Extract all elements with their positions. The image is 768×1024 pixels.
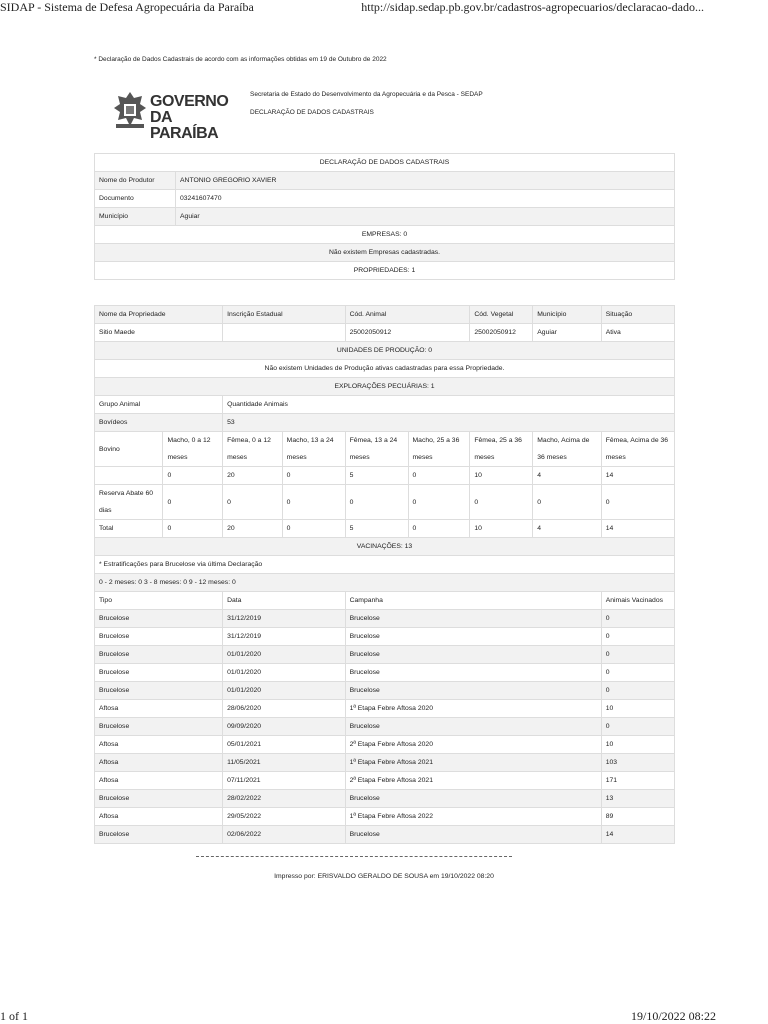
unidades-title: UNIDADES DE PRODUÇÃO: 0: [95, 342, 675, 360]
vacc-tipo: Brucelose: [95, 790, 223, 808]
vaccination-list: [95, 592, 675, 844]
producer-mun-label: Município: [95, 208, 176, 226]
vacc-data: 28/06/2020: [223, 700, 346, 718]
strat-row: [95, 520, 675, 538]
strat-cell: 10: [470, 520, 533, 538]
page-number: 1 of 1: [0, 1009, 28, 1023]
strat-cell: 14: [601, 520, 674, 538]
vacc-data: 07/11/2021: [223, 772, 346, 790]
vaccination-row: [95, 664, 675, 682]
strat-cell: 0: [533, 485, 601, 520]
vacc-tipo: Brucelose: [95, 664, 223, 682]
vacc-data: 02/06/2022: [223, 826, 346, 844]
vacc-campanha: 2ª Etapa Febre Aftosa 2020: [345, 736, 601, 754]
vacc-animais: 13: [601, 790, 674, 808]
vacc-tipo: Aftosa: [95, 772, 223, 790]
vacc-tipo: Brucelose: [95, 826, 223, 844]
prop-municipio: Aguiar: [533, 324, 601, 342]
vaccination-row: [95, 718, 675, 736]
vacc-tipo: Aftosa: [95, 754, 223, 772]
strat-row-label: Reserva Abate 60 dias: [95, 485, 163, 520]
exploracoes-title: EXPLORAÇÕES PECUÁRIAS: 1: [95, 378, 675, 396]
prop-header-2: Cód. Animal: [345, 306, 470, 324]
strat-cell: 0: [601, 485, 674, 520]
vacc-campanha: Brucelose: [345, 790, 601, 808]
strat-cell: 0: [163, 520, 223, 538]
vacinacoes-title: VACINAÇÕES: 13: [95, 538, 675, 556]
vacc-animais: 89: [601, 808, 674, 826]
vacc-animais: 0: [601, 718, 674, 736]
strat-header-6: Macho, Acima de 36 meses: [533, 432, 601, 467]
grupo-animal: Bovídeos: [95, 414, 223, 432]
vacc-data: 31/12/2019: [223, 628, 346, 646]
strat-header-3: Fêmea, 13 a 24 meses: [345, 432, 408, 467]
vaccination-row: [95, 628, 675, 646]
vacc-tipo: Brucelose: [95, 646, 223, 664]
strat-cell: 14: [601, 467, 674, 485]
producer-doc: 03241607470: [176, 190, 675, 208]
coat-of-arms-icon: [112, 90, 148, 130]
vacc-tipo: Brucelose: [95, 610, 223, 628]
vacc-animais: 14: [601, 826, 674, 844]
vacc-animais: 0: [601, 682, 674, 700]
strat-cell: 0: [408, 485, 470, 520]
vacc-campanha: Brucelose: [345, 682, 601, 700]
vacc-data: 31/12/2019: [223, 610, 346, 628]
prop-name: Sitio Maede: [95, 324, 223, 342]
doc-title: DECLARAÇÃO DE DADOS CADASTRAIS: [250, 109, 374, 116]
vacc-tipo: Aftosa: [95, 736, 223, 754]
strat-row-label: Total: [95, 520, 163, 538]
vaccination-row: [95, 610, 675, 628]
strat-header-1: Fêmea, 0 a 12 meses: [223, 432, 283, 467]
strat-cell: 20: [223, 520, 283, 538]
vaccination-row: [95, 808, 675, 826]
vacc-animais: 0: [601, 628, 674, 646]
strat-cell: 0: [345, 485, 408, 520]
prop-header-5: Situação: [601, 306, 674, 324]
vacc-animais: 0: [601, 664, 674, 682]
strat-cell: 0: [282, 467, 345, 485]
producer-mun: Aguiar: [176, 208, 675, 226]
footer-divider: [196, 856, 512, 857]
empresas-title: EMPRESAS: 0: [95, 226, 675, 244]
vacc-note1: * Estratificações para Brucelose via última Declaração: [95, 556, 675, 574]
paraiba-logo: [110, 86, 240, 142]
vacc-campanha: Brucelose: [345, 826, 601, 844]
vacc-data: 29/05/2022: [223, 808, 346, 826]
strat-cell: 5: [345, 467, 408, 485]
prop-header-0: Nome da Propriedade: [95, 306, 223, 324]
vacc-data: 09/09/2020: [223, 718, 346, 736]
vaccination-row: [95, 754, 675, 772]
vacc-data: 01/01/2020: [223, 646, 346, 664]
prop-situacao: Ativa: [601, 324, 674, 342]
printed-by: Impresso por: ERISVALDO GERALDO DE SOUSA em 19/10/2022 08:20: [274, 873, 494, 880]
vaccination-row: [95, 646, 675, 664]
producer-name-label: Nome do Produtor: [95, 172, 176, 190]
propriedades-title: PROPRIEDADES: 1: [95, 262, 675, 280]
producer-section-title: DECLARAÇÃO DE DADOS CADASTRAIS: [95, 154, 675, 172]
strat-cell: 0: [163, 485, 223, 520]
quantidade-label: Quantidade Animais: [223, 396, 675, 414]
logo-line2: DA PARAÍBA: [150, 109, 219, 142]
vacc-animais: 10: [601, 736, 674, 754]
vacc-animais: 10: [601, 700, 674, 718]
strat-cell: 0: [282, 520, 345, 538]
vacc-tipo: Brucelose: [95, 628, 223, 646]
vacc-data: 11/05/2021: [223, 754, 346, 772]
vacc-campanha: 1ª Etapa Febre Aftosa 2022: [345, 808, 601, 826]
vacc-campanha: 1ª Etapa Febre Aftosa 2021: [345, 754, 601, 772]
producer-doc-label: Documento: [95, 190, 176, 208]
vaccination-row: [95, 700, 675, 718]
strat-cell: 20: [223, 467, 283, 485]
producer-table: [94, 153, 675, 280]
prop-inscricao: [223, 324, 346, 342]
vacc-animais: 0: [601, 610, 674, 628]
vacc-header-tipo: Tipo: [95, 592, 223, 610]
vacc-campanha: Brucelose: [345, 646, 601, 664]
producer-name: ANTONIO GREGORIO XAVIER: [176, 172, 675, 190]
strat-cell: 0: [282, 485, 345, 520]
prop-header-3: Cód. Vegetal: [470, 306, 533, 324]
vacc-header-data: Data: [223, 592, 346, 610]
vacc-header-animais: Animais Vacinados: [601, 592, 674, 610]
unidades-message: Não existem Unidades de Produção ativas cadastradas para essa Propriedade.: [95, 360, 675, 378]
vacc-data: 05/01/2021: [223, 736, 346, 754]
strat-cell: 0: [163, 467, 223, 485]
vacc-campanha: 2ª Etapa Febre Aftosa 2021: [345, 772, 601, 790]
grupo-animal-label: Grupo Animal: [95, 396, 223, 414]
prop-header-4: Município: [533, 306, 601, 324]
vacc-header-campanha: Campanha: [345, 592, 601, 610]
strat-row: [95, 485, 675, 520]
vacc-tipo: Aftosa: [95, 700, 223, 718]
secretaria-name: Secretaria de Estado do Desenvolvimento da Agropecuária e da Pesca - SEDAP: [250, 91, 483, 98]
strat-cell: 0: [408, 520, 470, 538]
strat-header-5: Fêmea, 25 a 36 meses: [470, 432, 533, 467]
browser-title: SIDAP - Sistema de Defesa Agropecuária da Paraíba: [0, 0, 254, 14]
vaccination-row: [95, 826, 675, 844]
vacc-campanha: Brucelose: [345, 664, 601, 682]
prop-header-1: Inscrição Estadual: [223, 306, 346, 324]
vacc-data: 01/01/2020: [223, 682, 346, 700]
vacc-animais: 0: [601, 646, 674, 664]
vacc-campanha: Brucelose: [345, 628, 601, 646]
strat-cell: 0: [223, 485, 283, 520]
empresas-message: Não existem Empresas cadastradas.: [95, 244, 675, 262]
strat-cell: 5: [345, 520, 408, 538]
logo-line1: GOVERNO: [150, 93, 229, 110]
prop-cod-animal: 25002050912: [345, 324, 470, 342]
vacc-tipo: Brucelose: [95, 718, 223, 736]
logo-text: [150, 94, 240, 142]
strat-header-0: Macho, 0 a 12 meses: [163, 432, 223, 467]
vacc-note2: 0 - 2 meses: 0 3 - 8 meses: 0 9 - 12 meses: 0: [95, 574, 675, 592]
vacc-data: 01/01/2020: [223, 664, 346, 682]
strat-cell: 0: [470, 485, 533, 520]
print-datetime: 19/10/2022 08:22: [630, 1009, 716, 1023]
vaccination-row: [95, 736, 675, 754]
strat-row: [95, 467, 675, 485]
vacc-animais: 103: [601, 754, 674, 772]
strat-cell: 4: [533, 520, 601, 538]
strat-cell: 10: [470, 467, 533, 485]
vacc-campanha: Brucelose: [345, 718, 601, 736]
quantidade-animais: 53: [223, 414, 675, 432]
property-table: [94, 305, 675, 844]
vacc-tipo: Aftosa: [95, 808, 223, 826]
declaration-note: * Declaração de Dados Cadastrais de acordo com as informações obtidas em 19 de Outubro de 2022: [94, 56, 387, 63]
strat-row-label: [95, 467, 163, 485]
strat-cell: 0: [408, 467, 470, 485]
strat-header-7: Fêmea, Acima de 36 meses: [601, 432, 674, 467]
vacc-campanha: 1ª Etapa Febre Aftosa 2020: [345, 700, 601, 718]
vaccination-row: [95, 790, 675, 808]
prop-cod-vegetal: 25002050912: [470, 324, 533, 342]
document-header: [110, 86, 630, 142]
vaccination-row: [95, 682, 675, 700]
header-text: [250, 86, 483, 122]
strat-cell: 4: [533, 467, 601, 485]
strat-header-2: Macho, 13 a 24 meses: [282, 432, 345, 467]
browser-url[interactable]: http://sidap.sedap.pb.gov.br/cadastros-agropecuarios/declaracao-dado...: [361, 0, 704, 14]
vacc-tipo: Brucelose: [95, 682, 223, 700]
vaccination-row: [95, 772, 675, 790]
strat-corner: Bovino: [95, 432, 163, 467]
vacc-data: 28/02/2022: [223, 790, 346, 808]
vacc-animais: 171: [601, 772, 674, 790]
vacc-campanha: Brucelose: [345, 610, 601, 628]
strat-header-4: Macho, 25 a 36 meses: [408, 432, 470, 467]
